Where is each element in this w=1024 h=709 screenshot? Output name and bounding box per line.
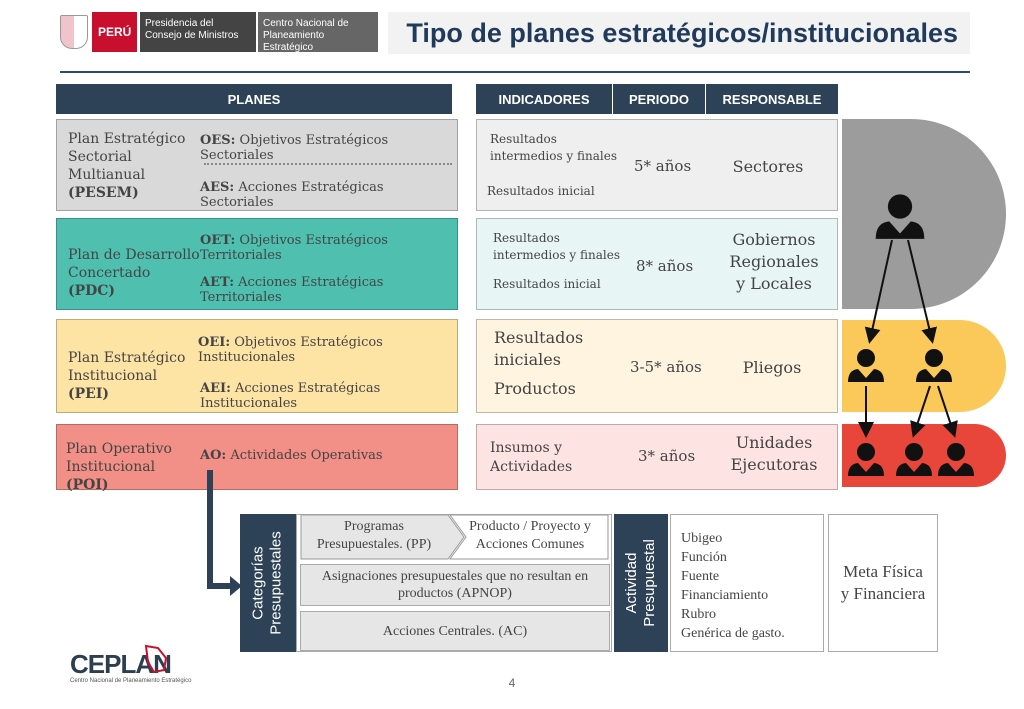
obj-text: Objetivos Estratégicos Institucionales <box>198 335 383 365</box>
plan-line: Multianual <box>68 167 146 183</box>
list-item: Función <box>681 550 727 565</box>
plan-line: Institucional <box>68 368 158 384</box>
plan-pesem-name <box>68 130 198 202</box>
obj-code: OEI: <box>198 335 231 350</box>
list-item: Fuente <box>681 569 720 584</box>
person-icon <box>848 349 884 382</box>
categorias-box <box>240 514 296 652</box>
center-label: Centro Nacional de Planeamiento Estratégico <box>258 12 378 52</box>
obj-oes <box>200 133 456 163</box>
obj-text: Actividades Operativas <box>226 448 383 463</box>
responsable-value: Sectores <box>732 157 804 176</box>
programas-label: Programas Presupuestales. (PP) <box>316 519 432 552</box>
producto-label: Producto / Proyecto y Acciones Comunes <box>469 519 591 552</box>
person-icon <box>848 443 884 476</box>
plan-line: Institucional <box>66 459 156 475</box>
obj-aet <box>200 275 456 305</box>
meta-box: Meta Física y Financiera <box>828 514 938 652</box>
peru-map-icon <box>142 644 170 674</box>
actividad-box <box>614 514 668 652</box>
plan-line: Plan Operativo <box>66 441 172 457</box>
obj-code: AET: <box>200 275 235 290</box>
ceplan-logo-sub: Centro Nacional de Planeamiento Estratégico <box>70 678 192 684</box>
periodo-value: 3-5* años <box>630 358 702 376</box>
list-item: Rubro <box>681 607 716 622</box>
ministry-label: Presidencia del Consejo de Ministros <box>140 12 256 52</box>
person-icon <box>938 443 974 476</box>
obj-code: AEI: <box>200 381 231 396</box>
obj-oei <box>198 335 458 365</box>
obj-code: OET: <box>200 233 236 248</box>
dotted-divider <box>204 163 452 165</box>
obj-text: Acciones Estratégicas Institucionales <box>200 381 381 411</box>
responsable-value: Pliegos <box>742 358 802 377</box>
plan-abbr: (PESEM) <box>68 185 139 201</box>
indicator-2: Resultados inicial <box>493 277 601 291</box>
page-title: Tipo de planes estratégicos/institucionales <box>406 17 958 48</box>
plan-pei-name <box>68 349 200 403</box>
clasificadores-box <box>670 514 824 652</box>
indicator-2: Resultados inicial <box>487 184 595 198</box>
ceplan-logo-text: CEPLAN <box>70 649 171 679</box>
person-icon <box>876 194 925 239</box>
plan-abbr: (PEI) <box>68 386 109 402</box>
indicator-1: Resultados iniciales <box>494 328 584 369</box>
obj-code: OES: <box>200 133 236 148</box>
person-icon <box>896 443 932 476</box>
list-item: Financiamiento <box>681 588 769 603</box>
ceplan-logo <box>70 649 192 696</box>
header-periodo: PERIODO <box>629 91 689 107</box>
periodo-value: 5* años <box>634 157 692 175</box>
plan-line: Concertado <box>68 265 151 281</box>
categorias-label: Categorías Presupuestales <box>250 531 286 635</box>
plan-line: Sectorial <box>68 149 132 165</box>
list-item: Genérica de gasto. <box>681 626 785 641</box>
plan-line: Plan de Desarrollo <box>68 247 200 263</box>
obj-text: Objetivos Estratégicos Territoriales <box>200 233 388 263</box>
obj-aes <box>200 180 456 210</box>
page-number: 4 <box>508 676 516 690</box>
indicator-2: Productos <box>494 379 576 398</box>
responsable-value: Unidades Ejecutoras <box>730 433 818 474</box>
arrow-icon <box>938 386 954 434</box>
periodo-value: 8* años <box>636 257 694 275</box>
header-responsable: RESPONSABLE <box>722 91 822 107</box>
apnop-box: Asignaciones presupuestales que no resultan en productos (APNOP) <box>300 564 610 606</box>
obj-code: AO: <box>200 448 227 463</box>
obj-code: AES: <box>200 180 235 195</box>
obj-text: Acciones Estratégicas Sectoriales <box>200 180 384 210</box>
obj-oet <box>200 233 456 263</box>
obj-text: Objetivos Estratégicos Sectoriales <box>200 133 389 163</box>
coat-of-arms-icon <box>60 15 88 49</box>
actividad-label: Actividad Presupuestal <box>623 539 659 627</box>
person-icon <box>916 349 952 382</box>
header-planes: PLANES <box>56 84 452 114</box>
peru-brand: PERÚ <box>92 12 137 52</box>
arrow-icon <box>870 240 892 340</box>
plan-pdc-name <box>68 246 200 300</box>
obj-text: Acciones Estratégicas Territoriales <box>200 275 384 305</box>
obj-ao <box>200 448 456 463</box>
responsable-value: Gobiernos Regionales y Locales <box>729 230 819 293</box>
header-indicadores: INDICADORES <box>498 91 590 107</box>
plan-line: Plan Estratégico <box>68 131 186 147</box>
indicator-1: Resultados intermedios y finales <box>493 231 621 262</box>
periodo-value: 3* años <box>638 447 696 465</box>
plan-abbr: (PDC) <box>68 283 116 299</box>
arrow-icon <box>914 386 930 434</box>
obj-aei <box>200 381 456 411</box>
arrow-icon <box>908 240 932 340</box>
indicator-1: Insumos y Actividades <box>490 440 573 475</box>
hierarchy-diagram <box>842 190 1022 490</box>
acciones-centrales-box: Acciones Centrales. (AC) <box>300 611 610 651</box>
peru-logo <box>60 12 140 52</box>
plan-poi-name <box>66 440 198 494</box>
header-right-group <box>476 84 838 114</box>
plan-abbr: (POI) <box>66 477 109 493</box>
list-item: Ubigeo <box>681 531 723 546</box>
plan-line: Plan Estratégico <box>68 350 186 366</box>
indicator-1: Resultados intermedios y finales <box>490 132 618 163</box>
header-divider <box>60 71 970 73</box>
